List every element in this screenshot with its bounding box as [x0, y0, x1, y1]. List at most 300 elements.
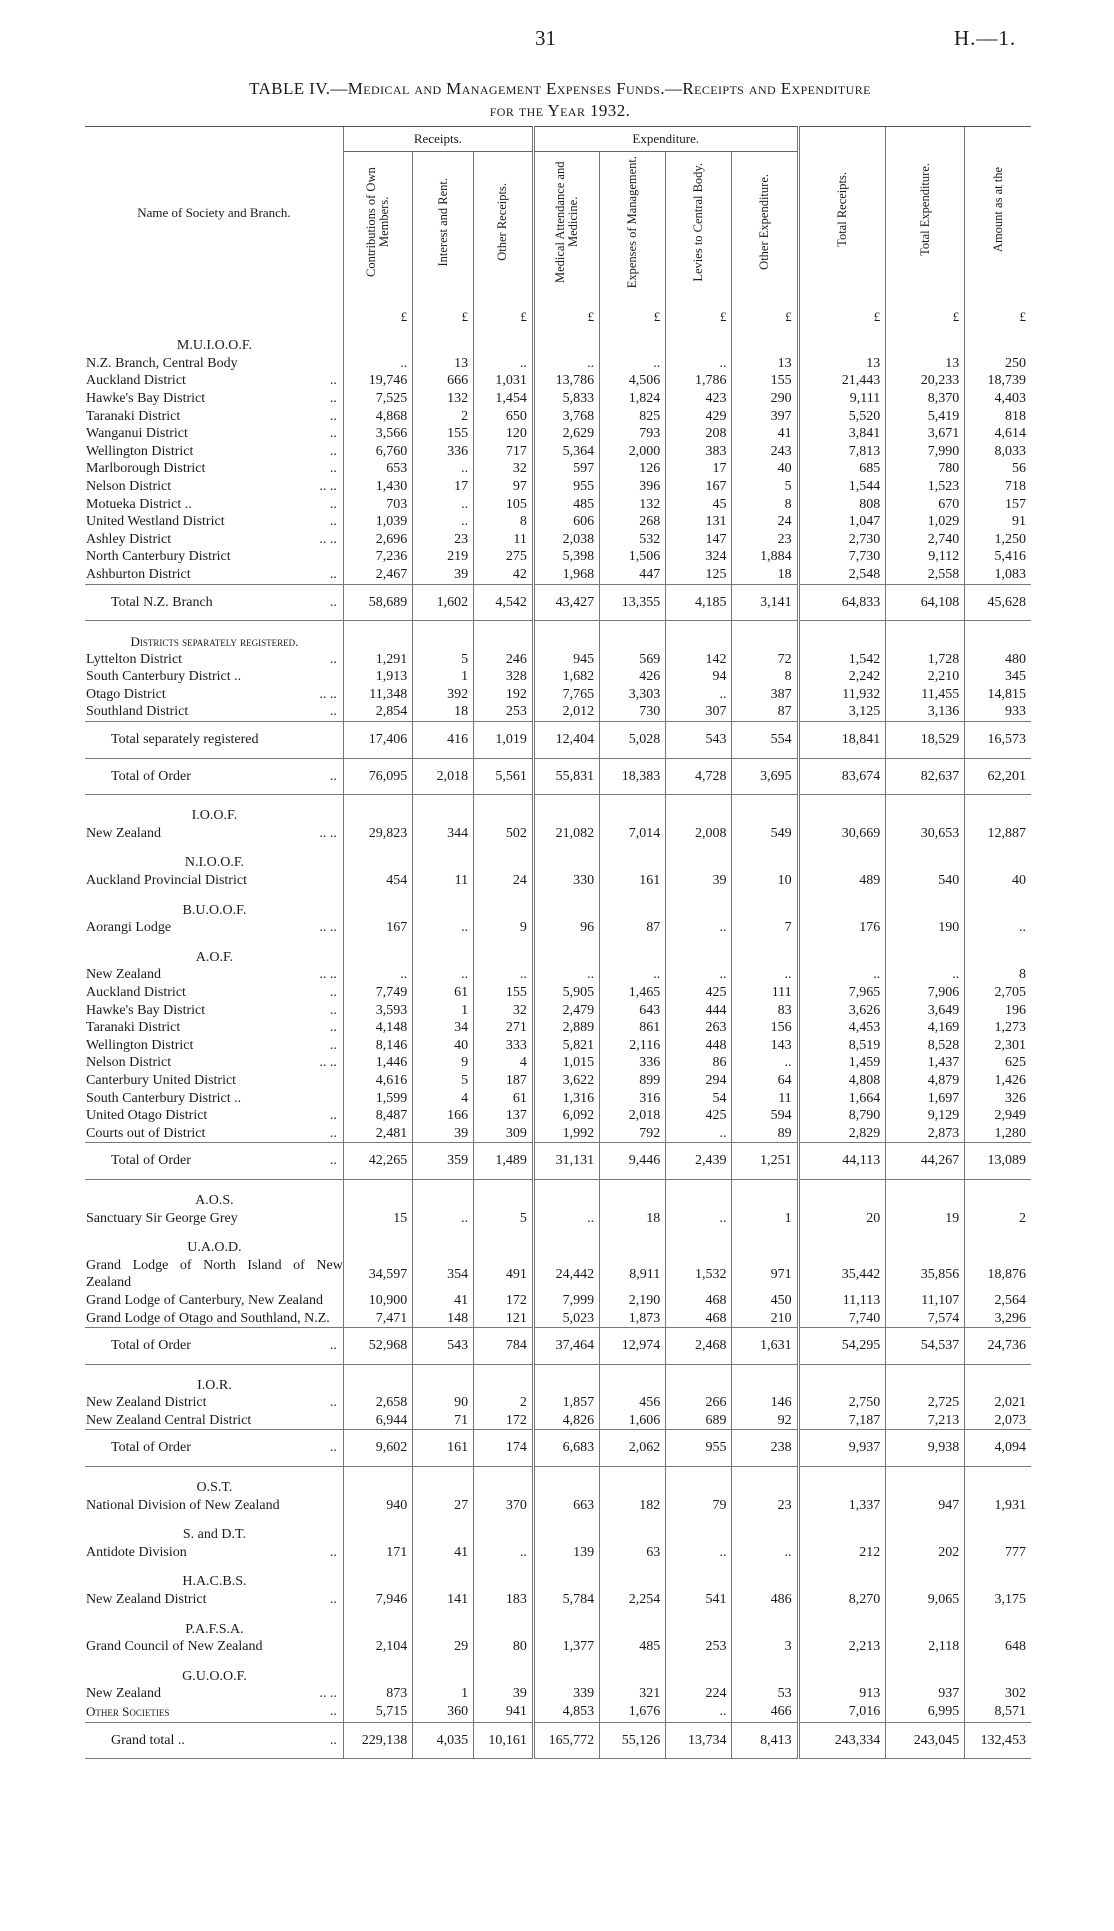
value-cell: 1,291	[343, 651, 412, 669]
value-cell: 3,303	[600, 686, 666, 704]
value-cell: 486	[732, 1591, 798, 1609]
empty-cell	[474, 937, 534, 967]
table-row	[85, 513, 1031, 531]
empty-cell	[732, 621, 798, 651]
value-cell: 7,946	[343, 1591, 412, 1609]
value-cell: 3	[732, 1638, 798, 1656]
value-cell: 243,334	[798, 1722, 886, 1759]
empty-cell	[600, 1179, 666, 1209]
value-cell: 166	[413, 1107, 474, 1125]
value-cell: 263	[666, 1019, 732, 1037]
value-cell: 793	[600, 425, 666, 443]
value-cell: ..	[666, 1125, 732, 1143]
empty-cell	[343, 795, 412, 825]
value-cell: 155	[474, 984, 534, 1002]
value-cell: 1,697	[886, 1090, 965, 1108]
value-cell: ..	[732, 966, 798, 984]
value-cell: 4,614	[965, 425, 1031, 443]
value-cell: 1,437	[886, 1054, 965, 1072]
value-cell: 666	[413, 372, 474, 390]
branch-name-text: New Zealand	[86, 825, 162, 841]
value-cell: 94	[666, 668, 732, 686]
value-cell: 3,125	[798, 703, 886, 721]
value-cell: ..	[965, 919, 1031, 937]
value-cell: 1,251	[732, 1143, 798, 1180]
total-row	[85, 1143, 1031, 1180]
value-cell: 64	[732, 1072, 798, 1090]
value-cell: 30,669	[798, 825, 886, 843]
table-row	[85, 390, 1031, 408]
value-cell: 873	[343, 1685, 412, 1703]
name-column-header: Name of Society and Branch.	[85, 127, 343, 298]
table-row	[85, 1685, 1031, 1703]
value-cell: 328	[474, 668, 534, 686]
value-cell: 148	[413, 1310, 474, 1328]
empty-cell	[798, 1609, 886, 1639]
value-cell: 808	[798, 496, 886, 514]
empty-cell	[965, 325, 1031, 355]
leader-dots: ..	[329, 1704, 337, 1719]
value-cell: 16,573	[965, 722, 1031, 759]
value-cell: 532	[600, 531, 666, 549]
empty-cell	[600, 1561, 666, 1591]
value-cell: 326	[965, 1090, 1031, 1108]
value-cell: 44,113	[798, 1143, 886, 1180]
value-cell: 18,739	[965, 372, 1031, 390]
branch-name	[85, 1394, 343, 1412]
society-heading: A.O.F.	[195, 949, 234, 965]
empty-cell	[474, 1514, 534, 1544]
value-cell: 955	[666, 1430, 732, 1467]
empty-cell	[533, 1656, 599, 1686]
value-cell: 238	[732, 1430, 798, 1467]
branch-name-text: Grand Council of New Zealand	[86, 1639, 263, 1655]
branch-name-text: Taranaki District	[86, 408, 181, 424]
value-cell: 468	[666, 1292, 732, 1310]
value-cell: 466	[732, 1703, 798, 1722]
table-row	[85, 478, 1031, 496]
branch-name	[85, 443, 343, 461]
empty-cell	[798, 1656, 886, 1686]
value-cell: 11,348	[343, 686, 412, 704]
table-row	[85, 1703, 1031, 1722]
value-cell: 13,089	[965, 1143, 1031, 1180]
value-cell: 125	[666, 566, 732, 584]
value-cell: 2,873	[886, 1125, 965, 1143]
value-cell: 5,416	[965, 548, 1031, 566]
value-cell: 685	[798, 460, 886, 478]
society-heading: U.A.O.D.	[187, 1240, 242, 1256]
value-cell: 2,468	[666, 1328, 732, 1365]
table-row	[85, 1292, 1031, 1310]
value-cell: 4,506	[600, 372, 666, 390]
branch-name-text: Grand Lodge of North Island of New Zealand	[86, 1257, 343, 1291]
branch-name-text: Grand Lodge of Otago and Southland, N.Z.	[86, 1310, 330, 1326]
value-cell: 55,831	[533, 758, 599, 795]
branch-name	[85, 966, 343, 984]
value-cell: 4,868	[343, 408, 412, 426]
value-cell: 825	[600, 408, 666, 426]
value-cell: ..	[798, 966, 886, 984]
value-cell: 1,599	[343, 1090, 412, 1108]
branch-name	[85, 460, 343, 478]
empty-cell	[533, 890, 599, 920]
value-cell: ..	[343, 355, 412, 373]
value-cell: 9,111	[798, 390, 886, 408]
currency-symbol: £	[474, 298, 534, 326]
value-cell: 126	[600, 460, 666, 478]
value-cell: 161	[413, 1430, 474, 1467]
empty-cell	[965, 1609, 1031, 1639]
value-cell: 18,841	[798, 722, 886, 759]
value-cell: ..	[474, 1544, 534, 1562]
value-cell: 9,065	[886, 1591, 965, 1609]
society-heading: H.A.C.B.S.	[182, 1574, 247, 1590]
empty-cell	[413, 890, 474, 920]
branch-name	[85, 1412, 343, 1430]
value-cell: 171	[343, 1544, 412, 1562]
value-cell: 324	[666, 548, 732, 566]
medical-attendance-header: Medical Attendance and Medicine.	[533, 152, 599, 298]
value-cell: 540	[886, 872, 965, 890]
table-row	[85, 825, 1031, 843]
value-cell: 2,696	[343, 531, 412, 549]
empty-cell	[798, 1364, 886, 1394]
empty-cell	[600, 1467, 666, 1497]
empty-cell	[474, 1179, 534, 1209]
value-cell: ..	[666, 1703, 732, 1722]
value-cell: 5	[413, 1072, 474, 1090]
total-row	[85, 1430, 1031, 1467]
branch-name-text: Taranaki District	[86, 1020, 181, 1036]
value-cell: 147	[666, 531, 732, 549]
value-cell: ..	[413, 1210, 474, 1228]
total-receipts-header: Total Receipts.	[798, 127, 886, 298]
value-cell: 266	[666, 1394, 732, 1412]
branch-name	[85, 478, 343, 496]
society-heading: N.I.O.O.F.	[184, 855, 245, 871]
branch-name-text: Grand Lodge of Canterbury, New Zealand	[86, 1292, 324, 1308]
branch-name-text: Southland District	[86, 704, 189, 720]
value-cell: 2,301	[965, 1037, 1031, 1055]
empty-cell	[886, 1179, 965, 1209]
value-cell: 13	[798, 355, 886, 373]
value-cell: 2,740	[886, 531, 965, 549]
value-cell: 91	[965, 513, 1031, 531]
value-cell: 1,465	[600, 984, 666, 1002]
table-row	[85, 651, 1031, 669]
value-cell: 940	[343, 1497, 412, 1515]
value-cell: 24,442	[533, 1257, 599, 1292]
value-cell: 20	[798, 1210, 886, 1228]
branch-name	[85, 1497, 343, 1515]
value-cell: 1,857	[533, 1394, 599, 1412]
leader-dots: ..	[329, 373, 337, 389]
leader-dots: ..	[329, 1002, 337, 1018]
leader-dots: ..	[329, 566, 337, 582]
value-cell: 39	[413, 566, 474, 584]
empty-cell	[965, 1514, 1031, 1544]
empty-cell	[886, 1656, 965, 1686]
value-cell: 11,107	[886, 1292, 965, 1310]
branch-name	[85, 686, 343, 704]
value-cell: 4,035	[413, 1722, 474, 1759]
value-cell: 17	[666, 460, 732, 478]
value-cell: 730	[600, 703, 666, 721]
value-cell: 7,016	[798, 1703, 886, 1722]
value-cell: 5,364	[533, 443, 599, 461]
table-row	[85, 1497, 1031, 1515]
empty-cell	[666, 1609, 732, 1639]
value-cell: 55,126	[600, 1722, 666, 1759]
branch-name-text: Nelson District	[86, 478, 172, 494]
value-cell: 137	[474, 1107, 534, 1125]
value-cell: 387	[732, 686, 798, 704]
branch-name	[85, 1072, 343, 1090]
value-cell: 2	[413, 408, 474, 426]
branch-name	[85, 722, 343, 759]
table-row	[85, 1210, 1031, 1228]
value-cell: 1,506	[600, 548, 666, 566]
value-cell: 62,201	[965, 758, 1031, 795]
value-cell: 933	[965, 703, 1031, 721]
empty-cell	[732, 1179, 798, 1209]
value-cell: 648	[965, 1638, 1031, 1656]
value-cell: 1,544	[798, 478, 886, 496]
branch-name-text: United Otago District	[86, 1108, 208, 1124]
value-cell: 1,676	[600, 1703, 666, 1722]
empty-cell	[732, 795, 798, 825]
value-cell: 1,992	[533, 1125, 599, 1143]
value-cell: 3,649	[886, 1002, 965, 1020]
value-cell: 250	[965, 355, 1031, 373]
value-cell: 183	[474, 1591, 534, 1609]
empty-cell	[474, 795, 534, 825]
value-cell: 3,671	[886, 425, 965, 443]
value-cell: 2,116	[600, 1037, 666, 1055]
branch-name-text: Nelson District	[86, 1055, 172, 1071]
table-row	[85, 1394, 1031, 1412]
empty-cell	[600, 1514, 666, 1544]
branch-name-text: Total separately registered	[111, 732, 259, 748]
currency-symbol: £	[600, 298, 666, 326]
branch-name-text: North Canterbury District	[86, 549, 231, 565]
value-cell: 1,631	[732, 1328, 798, 1365]
value-cell: 111	[732, 984, 798, 1002]
value-cell: 1,446	[343, 1054, 412, 1072]
value-cell: 447	[600, 566, 666, 584]
value-cell: 40	[413, 1037, 474, 1055]
value-cell: 336	[413, 443, 474, 461]
empty-cell	[343, 325, 412, 355]
value-cell: 41	[732, 425, 798, 443]
currency-symbol: £	[666, 298, 732, 326]
value-cell: 72	[732, 651, 798, 669]
empty-cell	[474, 1561, 534, 1591]
value-cell: 899	[600, 1072, 666, 1090]
value-cell: 2,000	[600, 443, 666, 461]
value-cell: 43,427	[533, 584, 599, 621]
empty-cell	[533, 1467, 599, 1497]
value-cell: 543	[666, 722, 732, 759]
branch-name-text: Antidote Division	[86, 1544, 187, 1560]
branch-name	[85, 1090, 343, 1108]
value-cell: 92	[732, 1412, 798, 1430]
empty-cell	[886, 1467, 965, 1497]
leader-dots: .. ..	[319, 920, 337, 936]
value-cell: 330	[533, 872, 599, 890]
table-header	[85, 127, 1031, 298]
empty-cell	[666, 1656, 732, 1686]
empty-cell	[965, 842, 1031, 872]
empty-cell	[965, 1467, 1031, 1497]
branch-name-text: Otago District	[86, 686, 166, 702]
empty-cell	[798, 1514, 886, 1544]
table-row	[85, 1090, 1031, 1108]
value-cell: 309	[474, 1125, 534, 1143]
value-cell: 5,784	[533, 1591, 599, 1609]
value-cell: 1,337	[798, 1497, 886, 1515]
value-cell: 2,629	[533, 425, 599, 443]
value-cell: ..	[666, 686, 732, 704]
empty-cell	[343, 1364, 412, 1394]
value-cell: 2,021	[965, 1394, 1031, 1412]
empty-cell	[413, 1467, 474, 1497]
value-cell: 784	[474, 1328, 534, 1365]
empty-cell	[533, 1561, 599, 1591]
value-cell: 5,905	[533, 984, 599, 1002]
value-cell: 131	[666, 513, 732, 531]
table-row	[85, 425, 1031, 443]
branch-name-text: Motueka District ..	[86, 496, 192, 512]
table-row	[85, 1638, 1031, 1656]
value-cell: 167	[343, 919, 412, 937]
value-cell: 663	[533, 1497, 599, 1515]
empty-cell	[343, 1561, 412, 1591]
branch-name-text: Hawke's Bay District	[86, 390, 206, 406]
value-cell: 3,695	[732, 758, 798, 795]
value-cell: 294	[666, 1072, 732, 1090]
value-cell: 23	[732, 1497, 798, 1515]
value-cell: ..	[413, 919, 474, 937]
value-cell: 9,446	[600, 1143, 666, 1180]
table-row	[85, 355, 1031, 373]
value-cell: 3,136	[886, 703, 965, 721]
branch-name-text: Grand total ..	[111, 1732, 185, 1748]
value-cell: 396	[600, 478, 666, 496]
value-cell: 243	[732, 443, 798, 461]
value-cell: 8,528	[886, 1037, 965, 1055]
value-cell: 359	[413, 1143, 474, 1180]
branch-name	[85, 1019, 343, 1037]
value-cell: 913	[798, 1685, 886, 1703]
value-cell: 1,682	[533, 668, 599, 686]
value-cell: ..	[666, 966, 732, 984]
empty-cell	[413, 795, 474, 825]
value-cell: ..	[413, 496, 474, 514]
value-cell: 321	[600, 1685, 666, 1703]
empty-cell	[474, 1467, 534, 1497]
empty-cell	[474, 1227, 534, 1257]
empty-cell	[343, 1609, 412, 1639]
value-cell: 1,454	[474, 390, 534, 408]
value-cell: 24,736	[965, 1328, 1031, 1365]
branch-name-text: Auckland District	[86, 985, 186, 1000]
empty-cell	[533, 937, 599, 967]
empty-cell	[732, 1609, 798, 1639]
value-cell: 42,265	[343, 1143, 412, 1180]
value-cell: 718	[965, 478, 1031, 496]
value-cell: 1,728	[886, 651, 965, 669]
value-cell: 271	[474, 1019, 534, 1037]
leader-dots: ..	[329, 985, 337, 1000]
table-body	[85, 298, 1031, 1759]
value-cell: 489	[798, 872, 886, 890]
value-cell: 15	[343, 1210, 412, 1228]
total-row	[85, 722, 1031, 759]
leader-dots: .. ..	[319, 1686, 337, 1702]
empty-cell	[533, 1364, 599, 1394]
society-heading: M.U.I.O.O.F.	[176, 338, 252, 354]
value-cell: 5,398	[533, 548, 599, 566]
value-cell: 941	[474, 1703, 534, 1722]
value-cell: 79	[666, 1497, 732, 1515]
empty-cell	[413, 1656, 474, 1686]
value-cell: 11	[732, 1090, 798, 1108]
value-cell: 2,018	[413, 758, 474, 795]
empty-cell	[798, 325, 886, 355]
branch-name-text: Total of Order	[111, 768, 191, 784]
value-cell: 290	[732, 390, 798, 408]
value-cell: 5	[732, 478, 798, 496]
value-cell: 35,442	[798, 1257, 886, 1292]
value-cell: 18	[732, 566, 798, 584]
branch-name-text: Wanganui District	[86, 426, 188, 442]
empty-cell	[886, 842, 965, 872]
value-cell: 132	[600, 496, 666, 514]
value-cell: 7,990	[886, 443, 965, 461]
leader-dots: .. ..	[319, 1055, 337, 1071]
empty-cell	[666, 1227, 732, 1257]
empty-cell	[886, 1609, 965, 1639]
other-receipts-header: Other Receipts.	[474, 152, 534, 298]
empty-cell	[343, 1179, 412, 1209]
leader-dots: ..	[329, 408, 337, 424]
value-cell: 5,028	[600, 722, 666, 759]
value-cell: 2,705	[965, 984, 1031, 1002]
branch-name-text: Wellington District	[86, 1037, 194, 1053]
value-cell: 392	[413, 686, 474, 704]
value-cell: 777	[965, 1544, 1031, 1562]
section-heading-row	[85, 621, 1031, 651]
empty-cell	[343, 1656, 412, 1686]
value-cell: 792	[600, 1125, 666, 1143]
empty-cell	[886, 890, 965, 920]
empty-cell	[965, 795, 1031, 825]
value-cell: 569	[600, 651, 666, 669]
value-cell: 2,730	[798, 531, 886, 549]
table-row	[85, 496, 1031, 514]
value-cell: 5,715	[343, 1703, 412, 1722]
branch-name-text: Courts out of District	[86, 1125, 206, 1141]
value-cell: 5,023	[533, 1310, 599, 1328]
value-cell: 27	[413, 1497, 474, 1515]
leader-dots: ..	[329, 1440, 337, 1456]
value-cell: 34	[413, 1019, 474, 1037]
value-cell: 21,082	[533, 825, 599, 843]
branch-name	[85, 1544, 343, 1562]
value-cell: 2,889	[533, 1019, 599, 1037]
